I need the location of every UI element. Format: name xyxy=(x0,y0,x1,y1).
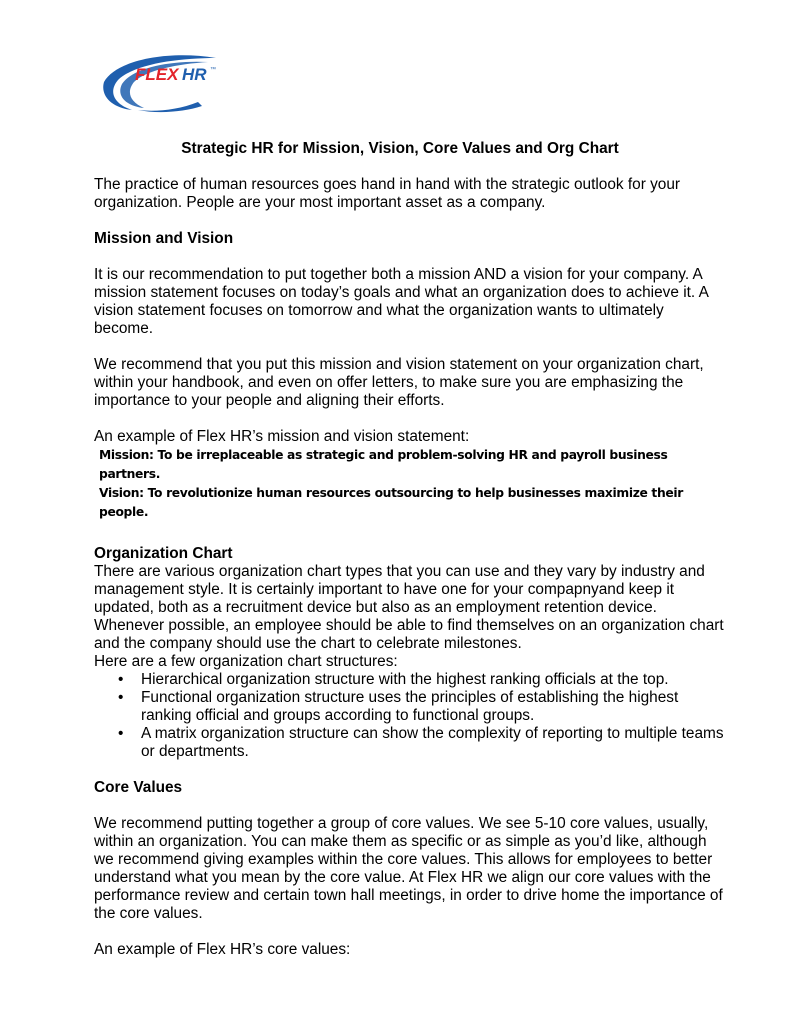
logo-trademark: ™ xyxy=(210,67,216,73)
heading-core-values: Core Values xyxy=(94,779,183,796)
list-item-text: A matrix organization structure can show the complexity of reporting to multiple teams or departments. xyxy=(141,725,724,760)
intro-paragraph: The practice of human resources goes hand in hand with the strategic outlook for your organization. People are your most important asset as a company. xyxy=(94,176,681,211)
list-item xyxy=(118,689,724,725)
heading-mission-vision: Mission and Vision xyxy=(94,230,234,247)
mission-vision-statements xyxy=(94,446,724,522)
org-chart-list-intro: Here are a few organization chart structures: xyxy=(94,653,398,670)
mission-statement: Mission: To be irreplaceable as strategic and problem-solving HR and payroll business partners. xyxy=(99,448,668,481)
list-item-text: Hierarchical organization structure with the highest ranking officials at the top. xyxy=(141,671,669,688)
core-values-example-intro: An example of Flex HR’s core values: xyxy=(94,941,351,958)
vision-statement: Vision: To revolutionize human resources outsourcing to help businesses maximize their people. xyxy=(99,486,683,519)
logo-text-flex: FLEX xyxy=(135,65,179,84)
bullet-icon: • xyxy=(118,671,124,688)
mission-vision-paragraph-2: We recommend that you put this mission and vision statement on your organization chart, within your handbook, and even on offer letters, to make sure you are emphasizing the importance to your people and aligning their efforts. xyxy=(94,356,704,409)
document-title: Strategic HR for Mission, Vision, Core Values and Org Chart xyxy=(181,140,619,157)
mission-vision-example-intro: An example of Flex HR’s mission and vision statement: xyxy=(94,428,470,445)
document-body xyxy=(94,140,724,977)
bullet-icon: • xyxy=(118,689,124,706)
mission-vision-paragraph-1: It is our recommendation to put together both a mission AND a vision for your company. A mission statement focuses on today’s goals and what an organization does to achieve it. A vision statement focuses on tomorrow and what the organization wants to ultimately become. xyxy=(94,266,709,337)
list-item xyxy=(118,725,724,761)
bullet-icon: • xyxy=(118,725,124,742)
list-item xyxy=(118,671,724,689)
flex-hr-logo xyxy=(98,52,222,116)
org-chart-structure-list xyxy=(94,671,724,761)
org-chart-paragraph: There are various organization chart types that you can use and they vary by industry and management style. It is certainly important to have one for your compapnyand keep it updated, both as a recruitment device but also as an employment retention device. Whenever possible, an employee should be able to find themselves on an organization chart and the company should use the chart to celebrate milestones. xyxy=(94,563,724,652)
core-values-paragraph: We recommend putting together a group of core values. We see 5-10 core values, usually, within an organization. You can make them as specific or as simple as you’d like, although we recommend giving examples within the core values. This allows for employees to better understand what you mean by the core value. At Flex HR we align our core values with the performance review and certain town hall meetings, in order to drive home the importance of the core values. xyxy=(94,815,723,922)
list-item-text: Functional organization structure uses the principles of establishing the highest ranking official and groups according to functional groups. xyxy=(141,689,679,724)
logo-text-hr: HR xyxy=(182,65,207,84)
heading-organization-chart: Organization Chart xyxy=(94,545,233,562)
